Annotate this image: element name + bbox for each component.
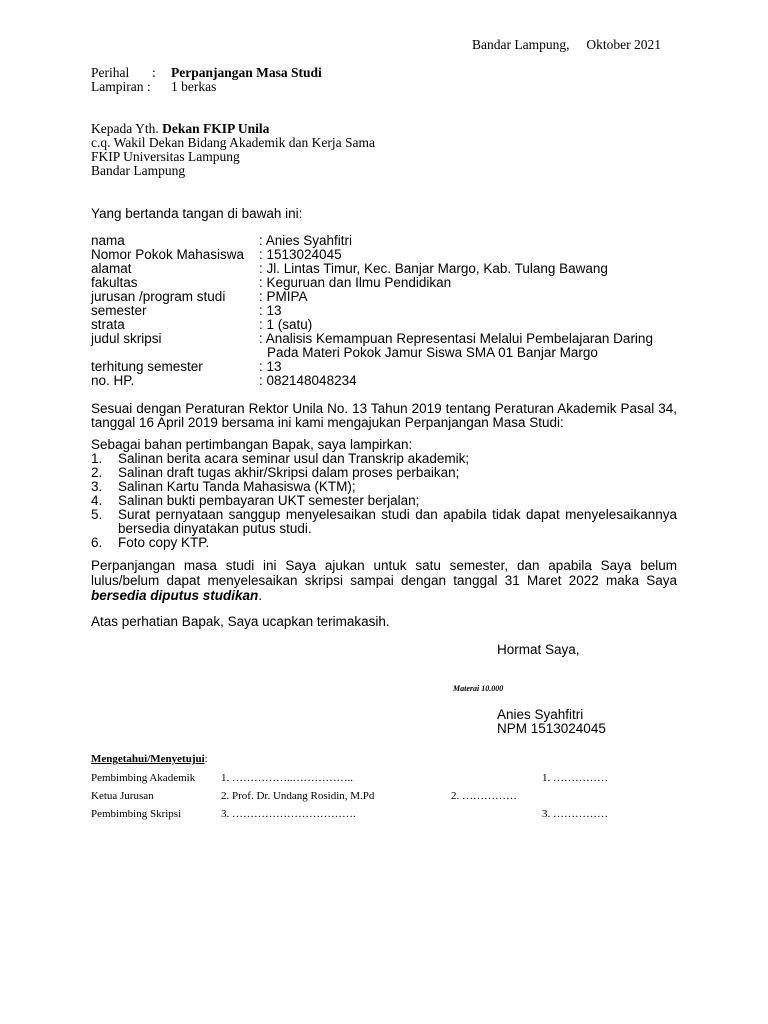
identity-value: : Jl. Lintas Timur, Kec. Banjar Margo, Kab. Tulang Bawang	[259, 261, 608, 276]
perihal-separator: :	[152, 65, 156, 80]
list-item: Foto copy KTP.	[118, 535, 210, 550]
approval-signer: 3. …………………………….	[221, 808, 356, 820]
list-item: Salinan Kartu Tanda Mahasiswa (KTM);	[118, 479, 356, 494]
list-intro: Sebagai bahan pertimbangan Bapak, saya lampirkan:	[91, 437, 413, 452]
approval-signature-line: 3. ……………	[542, 808, 608, 820]
identity-value: : 1 (satu)	[259, 317, 313, 332]
identity-label: no. HP.	[91, 373, 135, 388]
recipient-line-2: c.q. Wakil Dekan Bidang Akademik dan Kerja Sama	[91, 135, 375, 150]
identity-label: Nomor Pokok Mahasiswa	[91, 247, 245, 262]
identity-label: semester	[91, 303, 147, 318]
recipient-line-4: Bandar Lampung	[91, 163, 186, 178]
closing-text: Atas perhatian Bapak, Saya ucapkan terimakasih.	[91, 614, 390, 629]
identity-value-continued: Pada Materi Pokok Jamur Siswa SMA 01 Banjar Margo	[267, 345, 598, 360]
approval-role: Pembimbing Skripsi	[91, 808, 182, 820]
regards-text: Hormat Saya,	[497, 642, 580, 657]
identity-label: judul skripsi	[91, 331, 162, 346]
approval-signature-line: 1. ……………	[542, 772, 608, 784]
perihal-value: Perpanjangan Masa Studi	[171, 65, 322, 80]
identity-label: jurusan /program studi	[91, 289, 226, 304]
paragraph-extension-emphasis: bersedia diputus studikan	[91, 588, 259, 603]
lampiran-label: Lampiran :	[91, 79, 151, 94]
materai-label: Materai 10.000	[453, 684, 504, 693]
list-number: 3.	[91, 479, 103, 494]
list-item: Surat pernyataan sanggup menyelesaikan studi dan apabila tidak dapat menyelesaikannya bersedia dinyatakan putus studi.	[118, 507, 677, 536]
approval-heading	[91, 752, 208, 766]
list-item: Salinan bukti pembayaran UKT semester berjalan;	[118, 493, 420, 508]
identity-value: : Keguruan dan Ilmu Pendidikan	[259, 275, 452, 290]
list-number: 5.	[91, 507, 103, 522]
approval-heading-colon: :	[204, 753, 208, 765]
intro-text: Yang bertanda tangan di bawah ini:	[91, 206, 303, 221]
paragraph-extension	[91, 558, 677, 603]
list-number: 2.	[91, 465, 103, 480]
signer-npm: NPM 1513024045	[497, 721, 606, 736]
identity-value: : 13	[259, 303, 282, 318]
identity-label: strata	[91, 317, 125, 332]
approval-signer: 2. Prof. Dr. Undang Rosidin, M.Pd	[221, 790, 375, 802]
identity-label: fakultas	[91, 275, 138, 290]
identity-label: alamat	[91, 261, 132, 276]
list-number: 6.	[91, 535, 103, 550]
recipient-line-3: FKIP Universitas Lampung	[91, 149, 240, 164]
list-item: Salinan draft tugas akhir/Skripsi dalam proses perbaikan;	[118, 465, 460, 480]
approval-role: Ketua Jurusan	[91, 790, 154, 802]
signer-name: Anies Syahfitri	[497, 707, 584, 722]
approval-heading-text: Mengetahui/Menyetujui	[91, 753, 205, 765]
identity-value: : 13	[259, 359, 282, 374]
lampiran-value: 1 berkas	[171, 79, 217, 94]
place-date: Bandar Lampung, Oktober 2021	[472, 37, 661, 52]
approval-signer: 1. ……………..……………..	[221, 772, 353, 784]
list-item: Salinan berita acara seminar usul dan Transkrip akademik;	[118, 451, 470, 466]
list-number: 4.	[91, 493, 103, 508]
recipient-prefix: Kepada Yth.	[91, 121, 159, 136]
identity-label: terhitung semester	[91, 359, 203, 374]
identity-value: : Analisis Kemampuan Representasi Melalui Pembelajaran Daring	[259, 331, 653, 346]
paragraph-extension-end: .	[258, 588, 263, 603]
approval-signature-line: 2. ……………	[451, 790, 517, 802]
identity-value: : Anies Syahfitri	[259, 233, 353, 248]
identity-value: : 1513024045	[259, 247, 342, 262]
recipient-name: Dekan FKIP Unila	[162, 121, 270, 136]
identity-value: : 082148048234	[259, 373, 357, 388]
approval-role: Pembimbing Akademik	[91, 772, 196, 784]
list-number: 1.	[91, 451, 103, 466]
paragraph-extension-main: Perpanjangan masa studi ini Saya ajukan untuk satu semester, dan apabila Saya belum lulus/belum dapat menyelesaikan skripsi sampai dengan tanggal 31 Maret 2022 maka Saya	[91, 558, 677, 588]
identity-label: nama	[91, 233, 125, 248]
paragraph-regulation: Sesuai dengan Peraturan Rektor Unila No. 13 Tahun 2019 tentang Peraturan Akademik Pasal 34, tanggal 16 April 2019 bersama ini kami mengajukan Perpanjangan Masa Studi:	[91, 401, 677, 430]
recipient-line-1	[91, 122, 269, 136]
identity-value: : PMIPA	[259, 289, 308, 304]
perihal-label: Perihal	[91, 65, 130, 80]
